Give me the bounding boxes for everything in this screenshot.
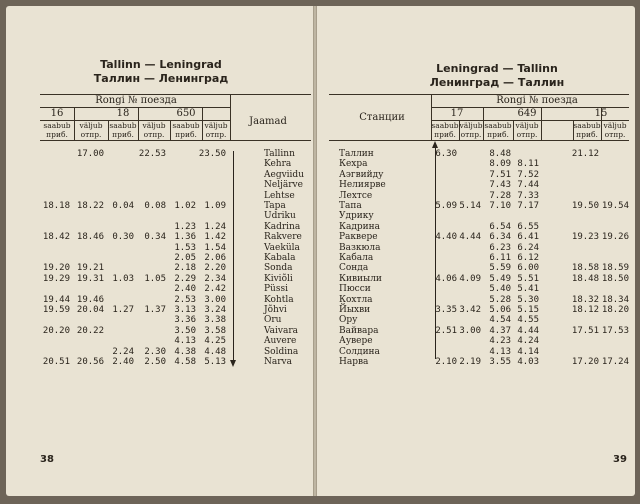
time-cell: 4.25 xyxy=(204,336,226,347)
time-cell: 18.50 xyxy=(601,273,629,284)
station-name: Сонда xyxy=(339,263,369,274)
station-name: Soldina xyxy=(264,346,299,357)
station-name: Kabala xyxy=(264,253,296,263)
col-label-estonian: väljub xyxy=(459,121,483,130)
time-cell: 23.50 xyxy=(198,149,226,159)
station-name: Sonda xyxy=(264,263,293,274)
time-cell: 4.09 xyxy=(459,273,481,284)
time-cell: 6.23 xyxy=(489,242,511,253)
title-latin: Tallinn — Leningrad xyxy=(100,58,222,71)
col-label-russian: отпр. xyxy=(516,130,538,139)
time-cell: 2.53 xyxy=(174,294,196,305)
time-cell: 4.40 xyxy=(435,232,457,243)
station-name: Кадрина xyxy=(339,221,380,232)
time-cell: 4.23 xyxy=(489,336,511,347)
station-name: Vaivara xyxy=(264,325,299,336)
time-cell: 1.02 xyxy=(174,201,196,211)
direction-arrow xyxy=(435,147,436,359)
time-cell: 4.58 xyxy=(174,357,196,367)
time-cell: 5.15 xyxy=(517,305,539,315)
col-label-russian: приб. xyxy=(175,130,197,139)
station-name: Вайвара xyxy=(339,325,379,336)
time-cell: 22.53 xyxy=(138,149,166,159)
station-name: Удрику xyxy=(339,211,374,222)
time-cell: 8.48 xyxy=(489,149,511,159)
station-name: Раквере xyxy=(339,232,378,243)
time-cell: 2.34 xyxy=(204,273,226,284)
direction-arrow xyxy=(233,151,234,361)
time-cell: 5.59 xyxy=(489,263,511,274)
time-cell: 18.48 xyxy=(571,273,599,284)
col-label-estonian: väljub xyxy=(204,121,228,130)
time-cell: 8.11 xyxy=(517,159,539,170)
station-name: Kehra xyxy=(264,159,292,170)
station-name: Kohtla xyxy=(264,294,294,305)
time-cell: 2.40 xyxy=(112,357,134,367)
time-cell: 1.24 xyxy=(204,221,226,232)
time-cell: 19.20 xyxy=(42,263,70,274)
station-name: Vaeküla xyxy=(264,242,300,253)
time-cell: 7.44 xyxy=(517,180,539,191)
stations-header: Jaamad xyxy=(249,116,287,127)
time-cell: 5.51 xyxy=(517,273,539,284)
time-cell: 18.20 xyxy=(601,305,629,315)
col-label-estonian: saabub xyxy=(109,121,137,130)
col-label-estonian: saabub xyxy=(431,121,459,130)
station-name: Вазкюла xyxy=(339,242,381,253)
header-bottom-rule xyxy=(329,140,629,141)
time-cell: 18.32 xyxy=(571,294,599,305)
time-cell: 6.30 xyxy=(435,149,457,159)
time-cell: 3.36 xyxy=(174,315,196,326)
time-cell: 5.06 xyxy=(489,305,511,315)
time-cell: 19.59 xyxy=(42,305,70,315)
time-cell: 20.56 xyxy=(76,357,104,367)
station-name: Нелиярве xyxy=(339,180,386,191)
time-cell: 2.05 xyxy=(174,253,196,263)
time-cell: 2.24 xyxy=(112,346,134,357)
rongi-label: Rongi № поезда xyxy=(95,95,177,106)
train-number: 15 xyxy=(594,108,608,119)
col-label-russian: приб. xyxy=(46,130,68,139)
col-label-russian: отпр. xyxy=(604,130,626,139)
time-cell: 20.22 xyxy=(76,325,104,336)
col-label-russian: приб. xyxy=(576,130,598,139)
time-cell: 17.24 xyxy=(601,357,629,367)
time-cell: 4.44 xyxy=(517,325,539,336)
time-cell: 4.44 xyxy=(459,232,481,243)
time-cell: 2.29 xyxy=(174,273,196,284)
time-cell: 2.19 xyxy=(459,357,481,367)
time-cell: 8.09 xyxy=(489,159,511,170)
time-cell: 19.46 xyxy=(76,294,104,305)
time-cell: 5.49 xyxy=(489,273,511,284)
station-name: Солдина xyxy=(339,346,380,357)
time-cell: 19.29 xyxy=(42,273,70,284)
time-cell: 19.23 xyxy=(571,232,599,243)
station-name: Кивиыли xyxy=(339,273,382,284)
station-name: Ору xyxy=(339,315,358,326)
station-name: Аувере xyxy=(339,336,373,347)
time-cell: 19.54 xyxy=(601,201,629,211)
time-cell: 19.50 xyxy=(571,201,599,211)
time-cell: 17.00 xyxy=(76,149,104,159)
page-number: 39 xyxy=(613,454,627,465)
time-cell: 2.10 xyxy=(435,357,457,367)
col-label-estonian: saabub xyxy=(43,121,71,130)
station-name: Тапа xyxy=(339,201,362,211)
time-cell: 1.42 xyxy=(204,232,226,243)
time-cell: 6.12 xyxy=(517,253,539,263)
station-name: Neljärve xyxy=(264,180,303,191)
time-cell: 2.42 xyxy=(204,284,226,295)
station-name: Jõhvi xyxy=(264,305,287,315)
time-cell: 20.51 xyxy=(42,357,70,367)
time-cell: 2.51 xyxy=(435,325,457,336)
station-name: Udriku xyxy=(264,211,296,222)
time-cell: 20.04 xyxy=(76,305,104,315)
time-cell: 3.24 xyxy=(204,305,226,315)
train-number: 649 xyxy=(517,108,537,119)
time-cell: 6.55 xyxy=(517,221,539,232)
station-name: Кехра xyxy=(339,159,368,170)
station-name: Лехтсе xyxy=(339,190,373,201)
time-cell: 5.09 xyxy=(435,201,457,211)
time-cell: 1.03 xyxy=(112,273,134,284)
station-name: Tapa xyxy=(264,201,286,211)
time-cell: 4.03 xyxy=(517,357,539,367)
col-label-estonian: saabub xyxy=(172,121,200,130)
time-cell: 21.12 xyxy=(571,149,599,159)
time-cell: 7.33 xyxy=(517,190,539,201)
time-cell: 7.28 xyxy=(489,190,511,201)
time-cell: 3.42 xyxy=(459,305,481,315)
time-cell: 7.51 xyxy=(489,169,511,180)
station-name: Аэгвийду xyxy=(339,169,384,180)
time-cell: 4.38 xyxy=(174,346,196,357)
time-cell: 4.24 xyxy=(517,336,539,347)
right-page xyxy=(317,6,635,496)
time-cell: 7.43 xyxy=(489,180,511,191)
rongi-label: Rongi № поезда xyxy=(496,95,578,106)
station-name: Oru xyxy=(264,315,282,326)
page-number: 38 xyxy=(40,454,54,465)
station-name: Kadrina xyxy=(264,221,301,232)
time-cell: 4.48 xyxy=(204,346,226,357)
left-page xyxy=(6,6,313,496)
station-name: Нарва xyxy=(339,357,369,367)
title-latin: Leningrad — Tallinn xyxy=(436,62,558,75)
col-label-estonian: väljub xyxy=(515,121,539,130)
time-cell: 2.06 xyxy=(204,253,226,263)
time-cell: 17.20 xyxy=(571,357,599,367)
station-name: Таллин xyxy=(339,149,374,159)
time-cell: 3.55 xyxy=(489,357,511,367)
train-number: 17 xyxy=(450,108,464,119)
time-cell: 18.22 xyxy=(76,201,104,211)
time-cell: 0.08 xyxy=(144,201,166,211)
col-label-russian: отпр. xyxy=(460,130,482,139)
time-cell: 7.52 xyxy=(517,169,539,180)
station-name: Auvere xyxy=(264,336,297,347)
train-number: 650 xyxy=(176,108,196,119)
time-cell: 3.00 xyxy=(204,294,226,305)
train-number: 18 xyxy=(116,108,130,119)
time-cell: 1.36 xyxy=(174,232,196,243)
station-name: Пюсси xyxy=(339,284,371,295)
time-cell: 19.26 xyxy=(601,232,629,243)
time-cell: 0.30 xyxy=(112,232,134,243)
col-label-russian: отпр. xyxy=(205,130,227,139)
time-cell: 7.10 xyxy=(489,201,511,211)
time-cell: 4.55 xyxy=(517,315,539,326)
col-label-estonian: saabub xyxy=(573,121,601,130)
time-cell: 1.09 xyxy=(204,201,226,211)
station-name: Rakvere xyxy=(264,232,302,243)
time-cell: 3.13 xyxy=(174,305,196,315)
col-label-russian: приб. xyxy=(112,130,134,139)
station-name: Кабала xyxy=(339,253,374,263)
time-cell: 3.38 xyxy=(204,315,226,326)
time-cell: 17.53 xyxy=(601,325,629,336)
col-label-estonian: saabub xyxy=(484,121,512,130)
time-cell: 3.50 xyxy=(174,325,196,336)
time-cell: 1.54 xyxy=(204,242,226,253)
time-cell: 2.30 xyxy=(144,346,166,357)
time-cell: 5.30 xyxy=(517,294,539,305)
header-bottom-rule xyxy=(40,140,311,141)
stations-header: Станции xyxy=(359,112,405,123)
direction-arrow-head xyxy=(432,141,438,148)
col-label-estonian: väljub xyxy=(142,121,166,130)
time-cell: 1.37 xyxy=(144,305,166,315)
station-name: Narva xyxy=(264,357,292,367)
station-name: Tallinn xyxy=(264,149,295,159)
time-cell: 6.11 xyxy=(489,253,511,263)
col-label-estonian: väljub xyxy=(79,121,103,130)
time-cell: 6.24 xyxy=(517,242,539,253)
stations-divider xyxy=(230,94,231,140)
time-cell: 6.00 xyxy=(517,263,539,274)
col-label-russian: приб. xyxy=(434,130,456,139)
time-cell: 2.18 xyxy=(174,263,196,274)
time-cell: 4.14 xyxy=(517,346,539,357)
time-cell: 5.13 xyxy=(204,357,226,367)
time-cell: 17.51 xyxy=(571,325,599,336)
time-cell: 4.54 xyxy=(489,315,511,326)
time-cell: 4.37 xyxy=(489,325,511,336)
time-cell: 5.28 xyxy=(489,294,511,305)
time-cell: 20.20 xyxy=(42,325,70,336)
time-cell: 3.00 xyxy=(459,325,481,336)
title-cyrillic: Таллин — Ленинград xyxy=(93,72,229,85)
time-cell: 18.46 xyxy=(76,232,104,243)
time-cell: 0.34 xyxy=(144,232,166,243)
time-cell: 19.31 xyxy=(76,273,104,284)
time-cell: 3.35 xyxy=(435,305,457,315)
time-cell: 18.18 xyxy=(42,201,70,211)
time-cell: 6.34 xyxy=(489,232,511,243)
station-name: Кохтла xyxy=(339,294,373,305)
time-cell: 5.14 xyxy=(459,201,481,211)
time-cell: 5.41 xyxy=(517,284,539,295)
time-cell: 6.54 xyxy=(489,221,511,232)
time-cell: 19.21 xyxy=(76,263,104,274)
station-name: Püssi xyxy=(264,284,288,295)
time-cell: 0.04 xyxy=(112,201,134,211)
col-label-russian: отпр. xyxy=(143,130,165,139)
time-cell: 2.40 xyxy=(174,284,196,295)
time-cell: 5.40 xyxy=(489,284,511,295)
time-cell: 4.13 xyxy=(174,336,196,347)
train-number: 16 xyxy=(50,108,64,119)
time-cell: 18.34 xyxy=(601,294,629,305)
time-cell: 1.27 xyxy=(112,305,134,315)
time-cell: 1.23 xyxy=(174,221,196,232)
station-name: Kiviõli xyxy=(264,273,293,284)
col-label-russian: приб. xyxy=(487,130,509,139)
time-cell: 6.41 xyxy=(517,232,539,243)
time-cell: 2.20 xyxy=(204,263,226,274)
col-label-russian: отпр. xyxy=(80,130,102,139)
col-label-estonian: väljub xyxy=(603,121,627,130)
station-name: Lehtse xyxy=(264,190,295,201)
time-cell: 4.06 xyxy=(435,273,457,284)
time-cell: 18.42 xyxy=(42,232,70,243)
time-cell: 4.13 xyxy=(489,346,511,357)
time-cell: 1.53 xyxy=(174,242,196,253)
title-cyrillic: Ленинград — Таллин xyxy=(429,76,565,89)
time-cell: 18.12 xyxy=(571,305,599,315)
time-cell: 1.05 xyxy=(144,273,166,284)
time-cell: 18.59 xyxy=(601,263,629,274)
station-name: Йыхви xyxy=(339,305,371,315)
time-cell: 3.58 xyxy=(204,325,226,336)
time-cell: 7.17 xyxy=(517,201,539,211)
time-cell: 2.50 xyxy=(144,357,166,367)
time-cell: 19.44 xyxy=(42,294,70,305)
time-cell: 18.58 xyxy=(571,263,599,274)
station-name: Aegviidu xyxy=(264,169,304,180)
direction-arrow-head xyxy=(230,360,236,367)
